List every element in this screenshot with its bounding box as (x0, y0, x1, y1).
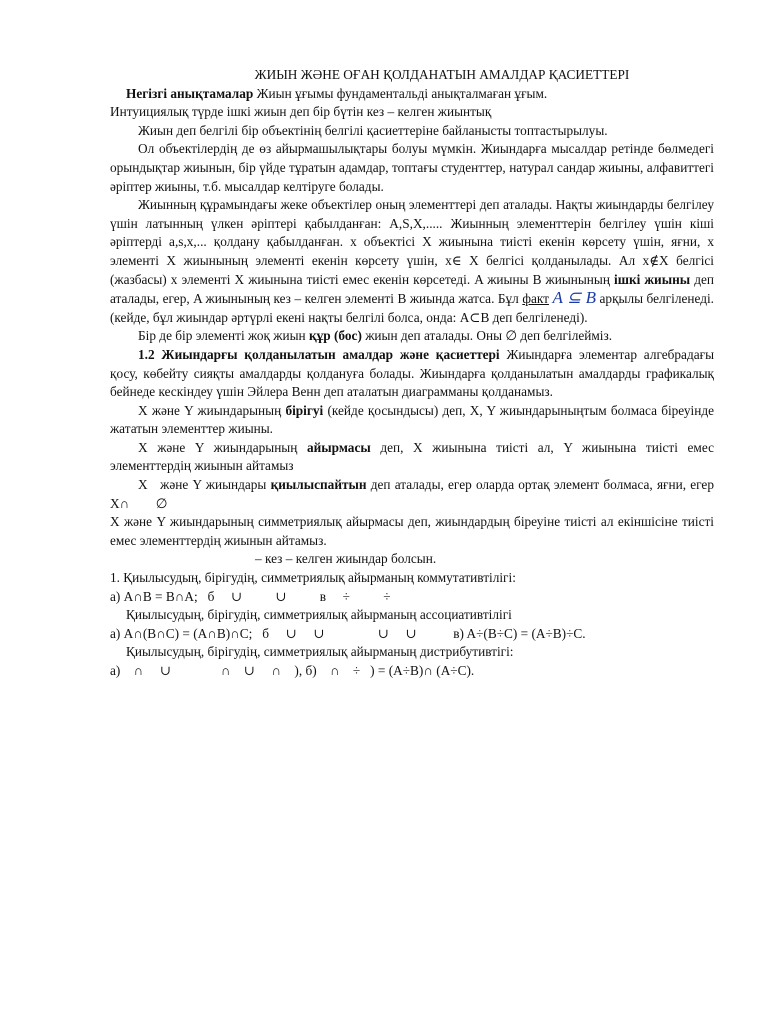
paragraph-definitions: Негізгі анықтамалар Жиын ұғымы фундаментальді анықталмаған ұғым. (126, 85, 548, 101)
property-associativity-formulas: а) A∩(B∩C) = (A∩B)∩C; б ∪ ∪ ∪ ∪ в) A÷(B÷C) = (A÷B)÷C. (110, 625, 586, 641)
paragraph-empty-set: Бір де бір элементі жоқ жиын құр (бос) жиын деп аталады. Оны ∅ деп белгілейміз. (138, 328, 613, 344)
term-empty-set: құр (бос) (308, 328, 362, 344)
section-heading-basic-definitions: Негізгі анықтамалар (126, 85, 254, 101)
property-distributivity-heading: Қиылысудың, бірігудің, симметриялық айырманың дистрибутивтігі: (126, 644, 514, 660)
property-distributivity-formulas: а) ∩ ∪ ∩ ∪ ∩ ), б) ∩ ÷ ) = (A÷B)∩ (A÷C). (110, 663, 475, 678)
term-union: бірігуі (285, 402, 324, 418)
paragraph-union: X және Y жиындарының бірігуі (кейде қосындысы) деп, X, Y жиындарыныңтым болмаса біреуінде жататын элементтер жиыны. (110, 402, 714, 437)
paragraph-elements: Жиынның құрамындағы жеке объектілер оның элементтері деп аталады. Нақты жиындарды белгілеу үшін латынның үлкен әріптері қабылданған: A,S,X,..... Жиынның элементтерін белгілеу үшін кіші әріптерді a,s,x,... қолдану қабылданған. x объектісі X жиынына тиісті екенін көрсету үшін, яғни, x элементі X жиынының элементі екенін көрсету үшін, x∈ X белгісі қолданылады. Ал x∉X белгісі (жазбасы) x элементі X жиынына тиісті емес екенін көрсетеді. A жиыны B жиынының ішкі жиыны деп аталады, егер, A жиынының кез – келген элементі B жиында жатса. Бұл факт A ⊆ B арқылы белгіленеді. (кейде, бұл жиындар әртүрлі екені нақты белгілі болса, онда: A⊂B деп белгіленеді). (110, 197, 715, 325)
subset-formula: A ⊆ B (552, 288, 597, 308)
paragraph-operations: 1.2 Жиындарғы қолданылатын амалдар және қасиеттері Жиындарға элементар алгебрадағы қосу, көбейту сияқты амалдарды қолдануға болады. Жиындарға қолданылатын амалдарды графикалық бейнеде кескіндеу үшін Эйлера Венн деп аталатын диаграмманы қолданамыз. (110, 346, 714, 400)
paragraph-set-definition: Жиын деп белгілі бір объектінің белгілі қасиеттеріне байланысты топтастырылуы. (138, 122, 608, 138)
paragraph-intuitive: Интуициялық түрде ішкі жиын деп бір бүтін кез – келген жиынтық (110, 104, 492, 120)
link-fact: факт (522, 291, 549, 307)
document-title: ЖИЫН ЖӘНЕ ОҒАН ҚОЛДАНАТЫН АМАЛДАР ҚАСИЕТТЕРІ (254, 67, 630, 82)
term-disjoint: қиылыспайтын (270, 477, 367, 493)
term-subset: ішкі жиыны (614, 271, 691, 287)
paragraph-symmetric-difference: X және Y жиындарының симметриялық айырмасы деп, жиындардың біреуіне тиісті ал екіншісіне тиісті емес элементтердің жиынын айтамыз. (110, 514, 714, 548)
paragraph-disjoint: X және Y жиындары қиылыспайтын деп аталады, егер оларда ортақ элемент болмаса, яғни, егер X∩ ∅ (110, 477, 721, 511)
document-page (110, 66, 721, 681)
paragraph-examples: Ол объектілердің де өз айырмашылықтары болуы мүмкін. Жиындарға мысалдар ретінде бөлмедегі орындықтар жиынын, бір үйде тұратын адамдар, топтағы студенттер, натурал сандар жиыны, алфавиттегі әріптер жиыны, т.б. мысалдар келтіруге болады. (110, 141, 714, 194)
paragraph-difference: X және Y жиындарының айырмасы деп, X жиынына тиісті ал, Y жиынына тиісті емес элементтердің жиынын айтамыз (110, 439, 714, 474)
term-difference: айырмасы (306, 439, 371, 455)
property-associativity-heading: Қиылысудың, бірігудің, симметриялық айырманың ассоциативтілігі (126, 607, 512, 623)
paragraph-arbitrary-sets: – кез – келген жиындар болсын. (255, 551, 437, 567)
section-heading-operations: 1.2 Жиындарғы қолданылатын амалдар және қасиеттері (138, 346, 500, 362)
property-commutativity-heading: 1. Қиылысудың, бірігудің, симметриялық айырманың коммутативтілігі: (110, 570, 516, 586)
property-commutativity-formulas: а) A∩B = B∩A; б ∪ ∪ в ÷ ÷ (110, 588, 391, 604)
